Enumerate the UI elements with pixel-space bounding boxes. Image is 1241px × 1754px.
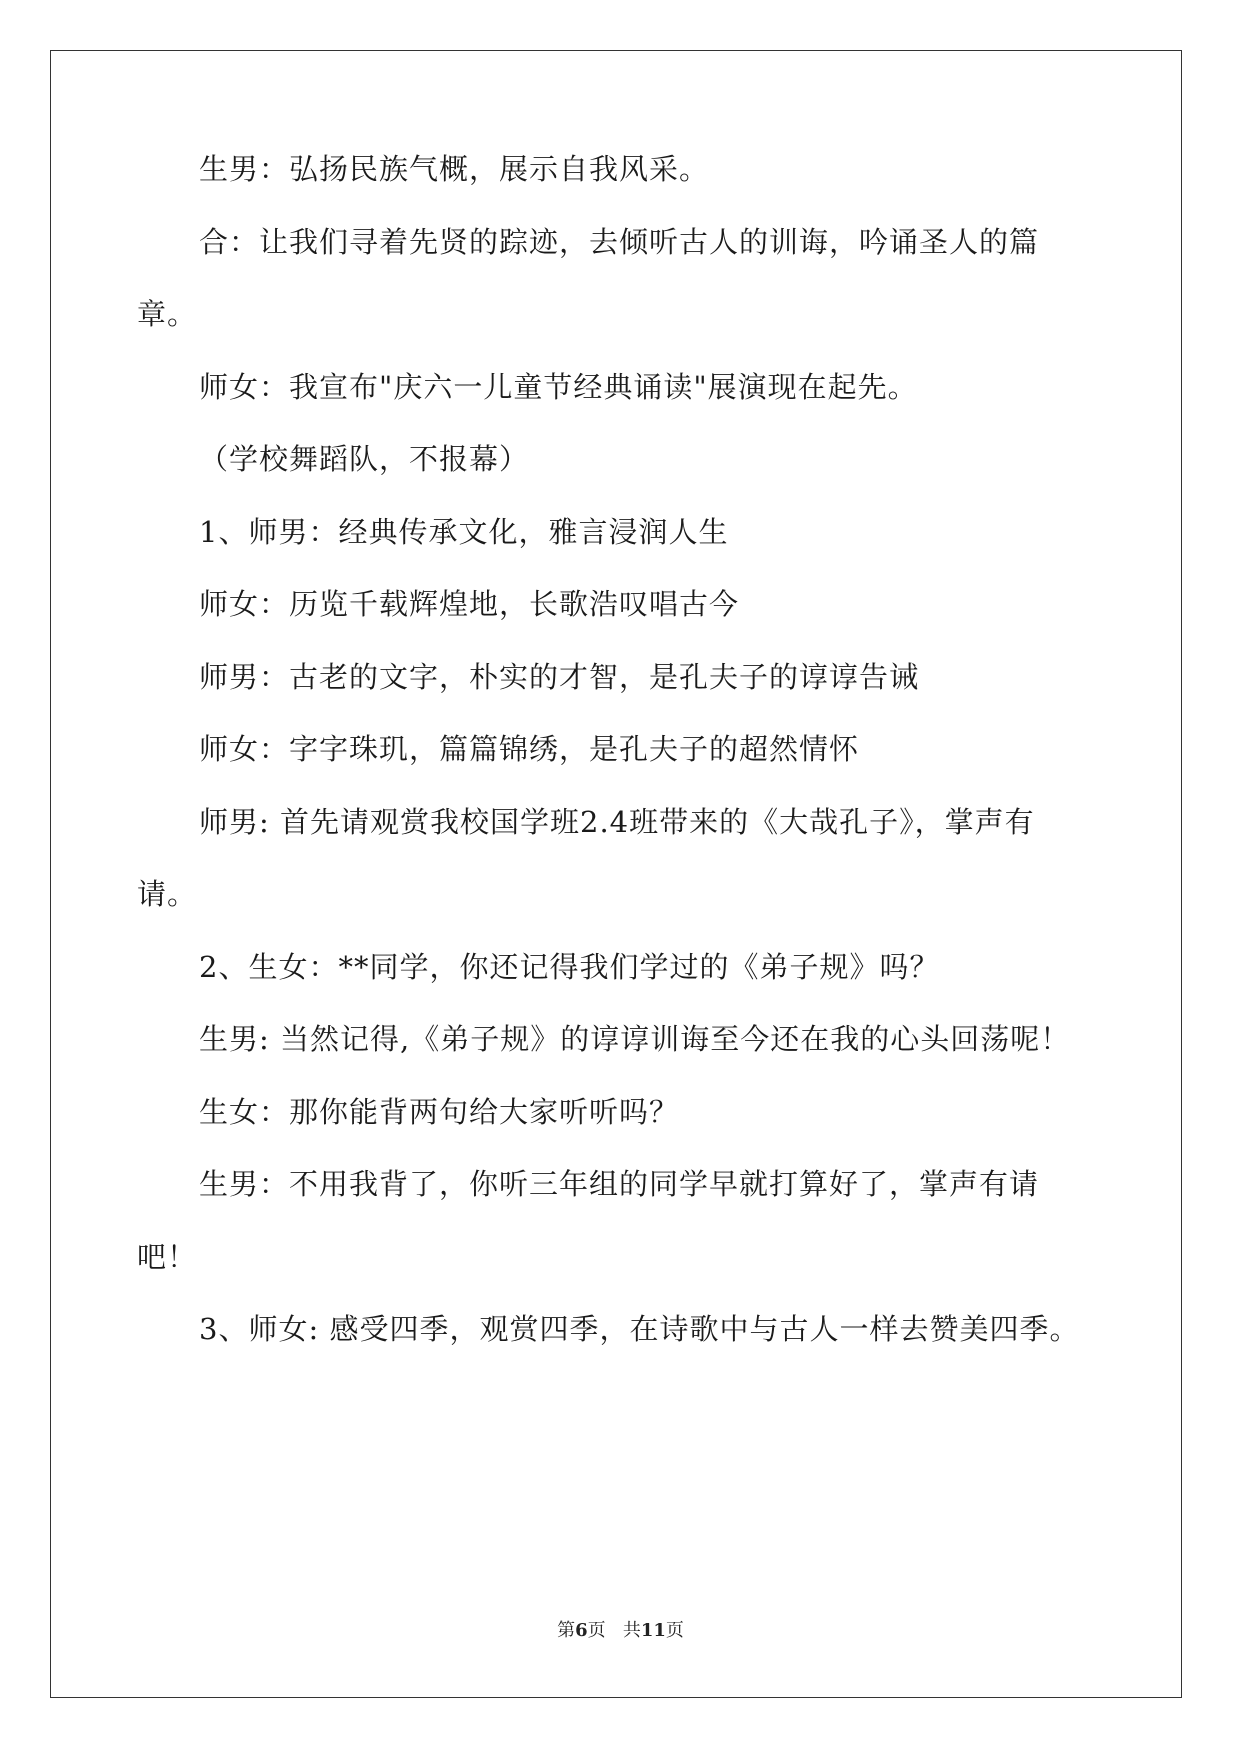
- current-page-number: 6: [575, 1620, 588, 1641]
- paragraph-line: 师男: 首先请观赏我校国学班2.4班带来的《大哉孔子》，掌声有: [199, 804, 1035, 839]
- paragraph-line: 师女：历览千载辉煌地，长歌浩叹唱古今: [199, 587, 740, 621]
- paragraph-line: 生男：不用我背了，你听三年组的同学早就打算好了，掌声有请: [199, 1167, 1040, 1201]
- paragraph-line: 师男：古老的文字，朴实的才智，是孔夫子的谆谆告诫: [199, 659, 920, 694]
- paragraph-line: 生女：那你能背两句给大家听听吗？: [199, 1094, 680, 1129]
- paragraph-line: 生男: 当然记得,《弟子规》的谆谆训诲至今还在我的心头回荡呢！: [199, 1022, 1071, 1056]
- footer-total-suffix: 页: [665, 1620, 684, 1641]
- paragraph-continuation-line: 吧！: [137, 1239, 198, 1274]
- footer-page-word: 页: [587, 1620, 606, 1641]
- paragraph-line: 生男：弘扬民族气概，展示自我风采。: [199, 152, 710, 186]
- footer-prefix: 第: [557, 1620, 576, 1641]
- paragraph-line: 1、师男：经典传承文化，雅言浸润人生: [199, 514, 729, 549]
- paragraph-continuation-line: 请。: [137, 877, 198, 911]
- paragraph-line: 2、生女：**同学，你还记得我们学过的《弟子规》吗？: [199, 949, 940, 984]
- paragraph-continuation-line: 章。: [137, 297, 198, 331]
- paragraph-line: 师女：字字珠玑，篇篇锦绣，是孔夫子的超然情怀: [199, 732, 860, 766]
- footer-total-prefix: 共: [622, 1620, 641, 1641]
- page-footer: [0, 1616, 1241, 1642]
- paragraph-line: 3、师女: 感受四季，观赏四季，在诗歌中与古人一样去赞美四季。: [199, 1312, 1080, 1346]
- paragraph-line: （学校舞蹈队，不报幕）: [199, 442, 530, 476]
- page-frame: [50, 50, 1182, 1698]
- paragraph-line: 合：让我们寻着先贤的踪迹，去倾听古人的训诲，吟诵圣人的篇: [199, 224, 1040, 259]
- paragraph-line: 师女：我宣布"庆六一儿童节经典诵读"展演现在起先。: [199, 369, 918, 404]
- total-pages-number: 11: [640, 1620, 666, 1641]
